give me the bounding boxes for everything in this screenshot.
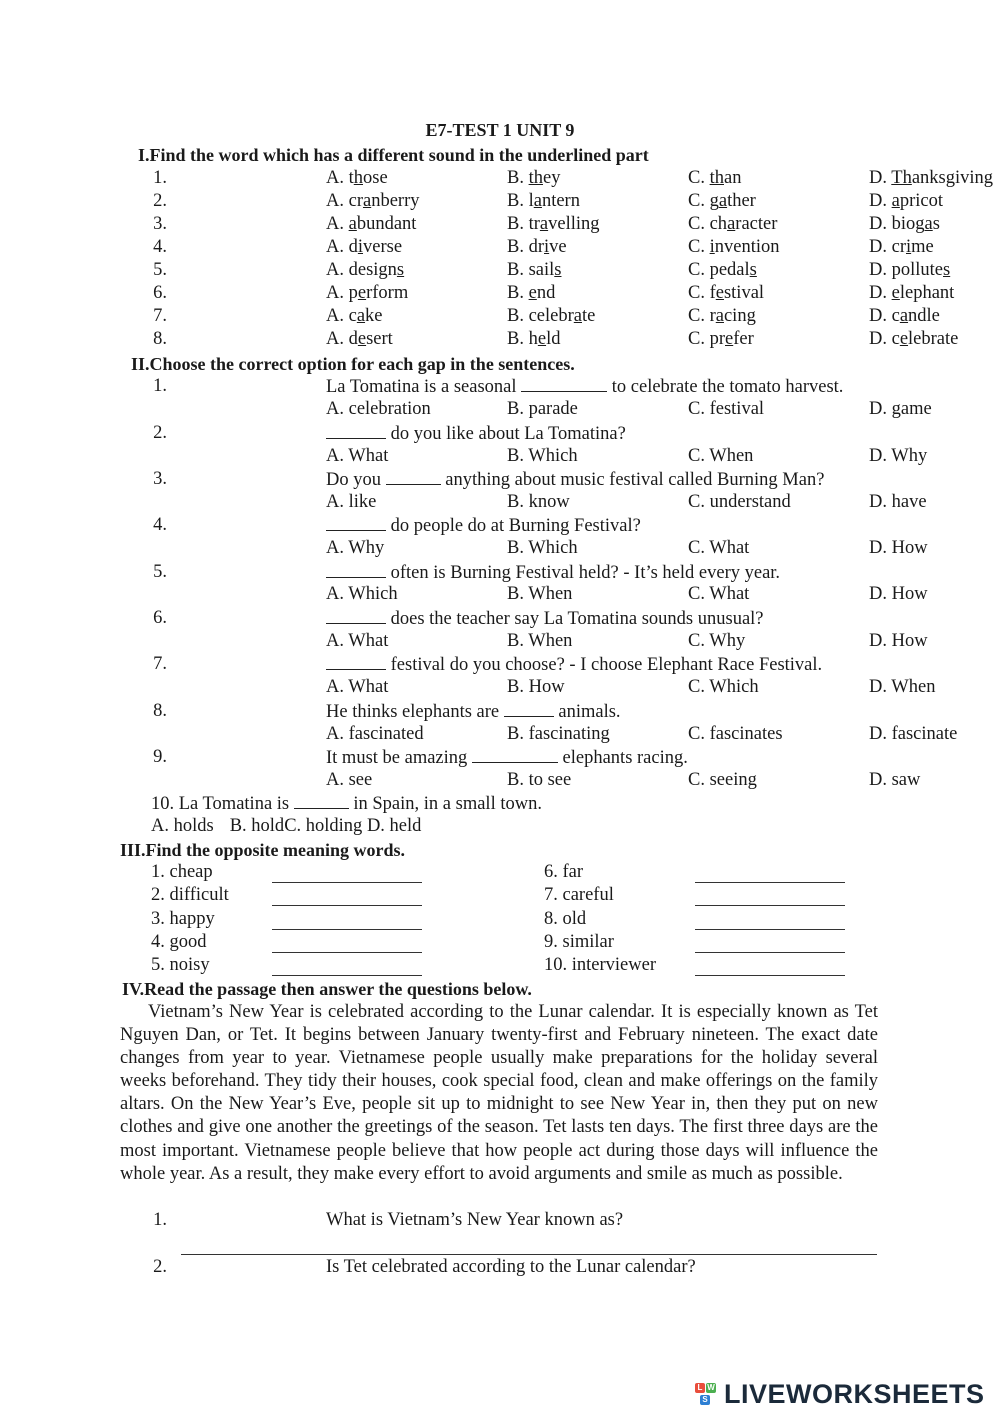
s2-question-text: do people do at Burning Festival? <box>326 515 641 537</box>
s1-option-a[interactable]: A. those <box>326 168 388 188</box>
gap-blank[interactable] <box>326 608 386 624</box>
s2-option-a[interactable]: A. holds <box>151 816 214 836</box>
s1-option-c[interactable]: C. prefer <box>688 329 754 349</box>
s2-option-b[interactable]: B. When <box>507 631 573 651</box>
s2-option-b[interactable]: B. parade <box>507 399 578 419</box>
s2-question-num: 1. <box>153 376 167 396</box>
s3-answer-line[interactable] <box>272 905 422 906</box>
s1-row-num: 7. <box>153 306 167 326</box>
s2-option-c[interactable]: C. seeing <box>688 770 757 790</box>
s2-question-num: 5. <box>153 562 167 582</box>
s2-option-c[interactable]: C. understand <box>688 492 791 512</box>
s2-question-text: festival do you choose? - I choose Elephant Race Festival. <box>326 654 822 676</box>
s2-question-text: It must be amazing elephants racing. <box>326 748 688 768</box>
s2-option-d[interactable]: D. held <box>366 816 422 836</box>
page-title: E7-TEST 1 UNIT 9 <box>425 120 575 140</box>
s2-question-text: does the teacher say La Tomatina sounds unusual? <box>326 608 764 630</box>
s2-option-c[interactable]: C. Why <box>688 631 746 651</box>
s2-option-d[interactable]: D. Why <box>869 446 928 466</box>
s1-option-d[interactable]: D. celebrate <box>869 329 959 349</box>
s1-option-b[interactable]: B. held <box>507 329 561 349</box>
gap-blank[interactable] <box>504 701 554 717</box>
s2-option-b[interactable]: B. How <box>507 677 565 697</box>
s2-option-a[interactable]: A. celebration <box>326 399 431 419</box>
s3-word-right: 6. far <box>544 862 584 882</box>
s1-option-c[interactable]: C. gather <box>688 191 756 211</box>
s2-option-d[interactable]: D. have <box>869 492 927 512</box>
s2-question-num: 4. <box>153 515 167 535</box>
s3-word-right: 10. interviewer <box>544 955 656 975</box>
gap-blank[interactable] <box>326 423 386 439</box>
s2-question-10-options <box>151 816 421 837</box>
s3-answer-line[interactable] <box>695 905 845 906</box>
s1-option-c[interactable]: C. character <box>688 214 778 234</box>
s2-option-c[interactable]: C. holding <box>284 816 363 836</box>
s2-option-c[interactable]: C. Which <box>688 677 759 697</box>
s1-row-num: 5. <box>153 260 167 280</box>
s2-option-a[interactable]: A. Why <box>326 538 385 558</box>
s4-question-num: 2. <box>153 1257 167 1277</box>
s1-option-c[interactable]: C. festival <box>688 283 765 303</box>
s2-option-a[interactable]: A. What <box>326 631 389 651</box>
s2-question-num: 2. <box>153 423 167 443</box>
s3-answer-line[interactable] <box>272 952 422 953</box>
s2-option-a[interactable]: A. What <box>326 446 389 466</box>
s1-option-b[interactable]: B. drive <box>507 237 567 257</box>
s1-option-a[interactable]: A. perform <box>326 283 409 303</box>
liveworksheets-text: LIVEWORKSHEETS <box>724 1378 985 1409</box>
s3-answer-line[interactable] <box>695 882 845 883</box>
s1-option-b[interactable]: B. lantern <box>507 191 580 211</box>
s2-question-num: 6. <box>153 608 167 628</box>
s3-answer-line[interactable] <box>272 929 422 930</box>
s1-option-a[interactable]: A. cranberry <box>326 191 420 211</box>
s4-answer-line[interactable] <box>181 1254 877 1255</box>
s1-option-a[interactable]: A. diverse <box>326 237 403 257</box>
section-3-heading: III.Find the opposite meaning words. <box>120 840 406 860</box>
s1-option-d[interactable]: D. candle <box>869 306 940 326</box>
s2-option-d[interactable]: D. fascinate <box>869 724 958 744</box>
s2-option-d[interactable]: D. How <box>869 538 928 558</box>
s1-option-a[interactable]: A. desert <box>326 329 393 349</box>
s2-question-10: 10. La Tomatina is in Spain, in a small town. <box>151 794 542 814</box>
s2-option-b[interactable]: B. know <box>507 492 570 512</box>
s2-option-a[interactable]: A. Which <box>326 584 398 604</box>
s2-option-b[interactable]: B. Which <box>507 538 578 558</box>
gap-blank[interactable] <box>294 793 349 809</box>
s3-answer-line[interactable] <box>695 929 845 930</box>
s2-option-a[interactable]: A. What <box>326 677 389 697</box>
s3-word-right: 9. similar <box>544 932 614 952</box>
s3-word-right: 7. careful <box>544 885 614 905</box>
reading-passage: Vietnam’s New Year is celebrated according to the Lunar calendar. It is especially known as Tet Nguyen Dan, or Tet. It begins between January twenty-first and February nineteen. The exact date changes from year to year. Vietnamese people usually make preparations for the holiday several weeks beforehand. They tidy their houses, cook special food, clean and make offerings on the family altars. On the New Year’s Eve, people sit up to midnight to see New Year in, then they put on new clothes and give one another the greetings of the season. Tet lasts ten days. The first three days are the most important. Vietnamese people believe that how people act during those days will influence the whole year. As a result, they make every effort to avoid arguments and smile as much as possible. <box>120 1002 878 1184</box>
s1-option-d[interactable]: D. elephant <box>869 283 955 303</box>
s2-option-c[interactable]: C. festival <box>688 399 765 419</box>
gap-blank[interactable] <box>386 469 441 485</box>
gap-blank[interactable] <box>472 747 558 763</box>
s1-row-num: 1. <box>153 168 167 188</box>
section-2-heading: II.Choose the correct option for each gap in the sentences. <box>131 354 575 374</box>
s2-option-b[interactable]: B. fascinating <box>507 724 610 744</box>
gap-blank[interactable] <box>326 515 386 531</box>
s3-word-left: 5. noisy <box>151 955 210 975</box>
s1-row-num: 6. <box>153 283 167 303</box>
s3-word-right: 8. old <box>544 909 587 929</box>
s1-option-c[interactable]: C. invention <box>688 237 780 257</box>
s2-option-c[interactable]: C. What <box>688 538 750 558</box>
section-4-heading: IV.Read the passage then answer the questions below. <box>122 979 532 999</box>
s4-question-text: Is Tet celebrated according to the Lunar calendar? <box>326 1257 696 1277</box>
s3-word-left: 2. difficult <box>151 885 229 905</box>
s2-option-d[interactable]: D. When <box>869 677 936 697</box>
s1-option-d[interactable]: D. apricot <box>869 191 943 211</box>
s1-option-b[interactable]: B. they <box>507 168 561 188</box>
s3-answer-line[interactable] <box>272 975 422 976</box>
s2-option-b[interactable]: B. to see <box>507 770 572 790</box>
s2-option-a[interactable]: A. fascinated <box>326 724 424 744</box>
s2-question-text: often is Burning Festival held? - It’s held every year. <box>326 562 780 584</box>
s2-option-c[interactable]: C. When <box>688 446 754 466</box>
s2-option-d[interactable]: D. How <box>869 631 928 651</box>
s2-option-b[interactable]: B. hold <box>229 816 285 836</box>
gap-blank[interactable] <box>326 654 386 670</box>
liveworksheets-mark-icon: L W S <box>695 1380 721 1408</box>
s2-question-text: He thinks elephants are animals. <box>326 702 621 722</box>
s1-option-b[interactable]: B. sails <box>507 260 562 280</box>
s3-answer-line[interactable] <box>695 975 845 976</box>
s2-option-b[interactable]: B. Which <box>507 446 578 466</box>
section-1-heading: I.Find the word which has a different sound in the underlined part <box>138 145 649 165</box>
s1-option-d[interactable]: D. pollutes <box>869 260 951 280</box>
s1-option-c[interactable]: C. pedals <box>688 260 757 280</box>
s2-question-num: 3. <box>153 469 167 489</box>
s4-question-text: What is Vietnam’s New Year known as? <box>326 1210 624 1230</box>
s2-question-text: La Tomatina is a seasonal to celebrate the tomato harvest. <box>326 377 844 397</box>
s1-option-a[interactable]: A. cake <box>326 306 383 326</box>
s2-question-text: Do you anything about music festival called Burning Man? <box>326 470 825 490</box>
s2-option-a[interactable]: A. like <box>326 492 377 512</box>
s2-option-d[interactable]: D. game <box>869 399 932 419</box>
s2-option-d[interactable]: D. How <box>869 584 928 604</box>
s1-row-num: 2. <box>153 191 167 211</box>
s1-option-d[interactable]: D. crime <box>869 237 934 257</box>
s1-row-num: 3. <box>153 214 167 234</box>
s1-option-a[interactable]: A. designs <box>326 260 405 280</box>
s3-answer-line[interactable] <box>695 952 845 953</box>
s1-option-b[interactable]: B. travelling <box>507 214 600 234</box>
s1-option-d[interactable]: D. Thanksgiving <box>869 168 994 188</box>
s1-option-b[interactable]: B. end <box>507 283 556 303</box>
gap-blank[interactable] <box>521 376 607 392</box>
s1-option-c[interactable]: C. than <box>688 168 742 188</box>
gap-blank[interactable] <box>326 562 386 578</box>
s2-question-num: 9. <box>153 747 167 767</box>
s3-word-left: 3. happy <box>151 909 215 929</box>
s2-question-text: do you like about La Tomatina? <box>326 423 626 445</box>
s4-question-num: 1. <box>153 1210 167 1230</box>
s3-word-left: 4. good <box>151 932 207 952</box>
s2-option-b[interactable]: B. When <box>507 584 573 604</box>
s1-row-num: 4. <box>153 237 167 257</box>
s1-option-d[interactable]: D. biogas <box>869 214 940 234</box>
s3-answer-line[interactable] <box>272 882 422 883</box>
s2-option-c[interactable]: C. fascinates <box>688 724 783 744</box>
liveworksheets-logo <box>695 1378 985 1410</box>
s2-question-num: 8. <box>153 701 167 721</box>
s1-option-b[interactable]: B. celebrate <box>507 306 596 326</box>
s2-option-a[interactable]: A. see <box>326 770 373 790</box>
s1-option-a[interactable]: A. abundant <box>326 214 417 234</box>
s2-option-d[interactable]: D. saw <box>869 770 921 790</box>
s3-word-left: 1. cheap <box>151 862 213 882</box>
s1-option-c[interactable]: C. racing <box>688 306 756 326</box>
s2-option-c[interactable]: C. What <box>688 584 750 604</box>
s2-question-num: 7. <box>153 654 167 674</box>
s1-row-num: 8. <box>153 329 167 349</box>
